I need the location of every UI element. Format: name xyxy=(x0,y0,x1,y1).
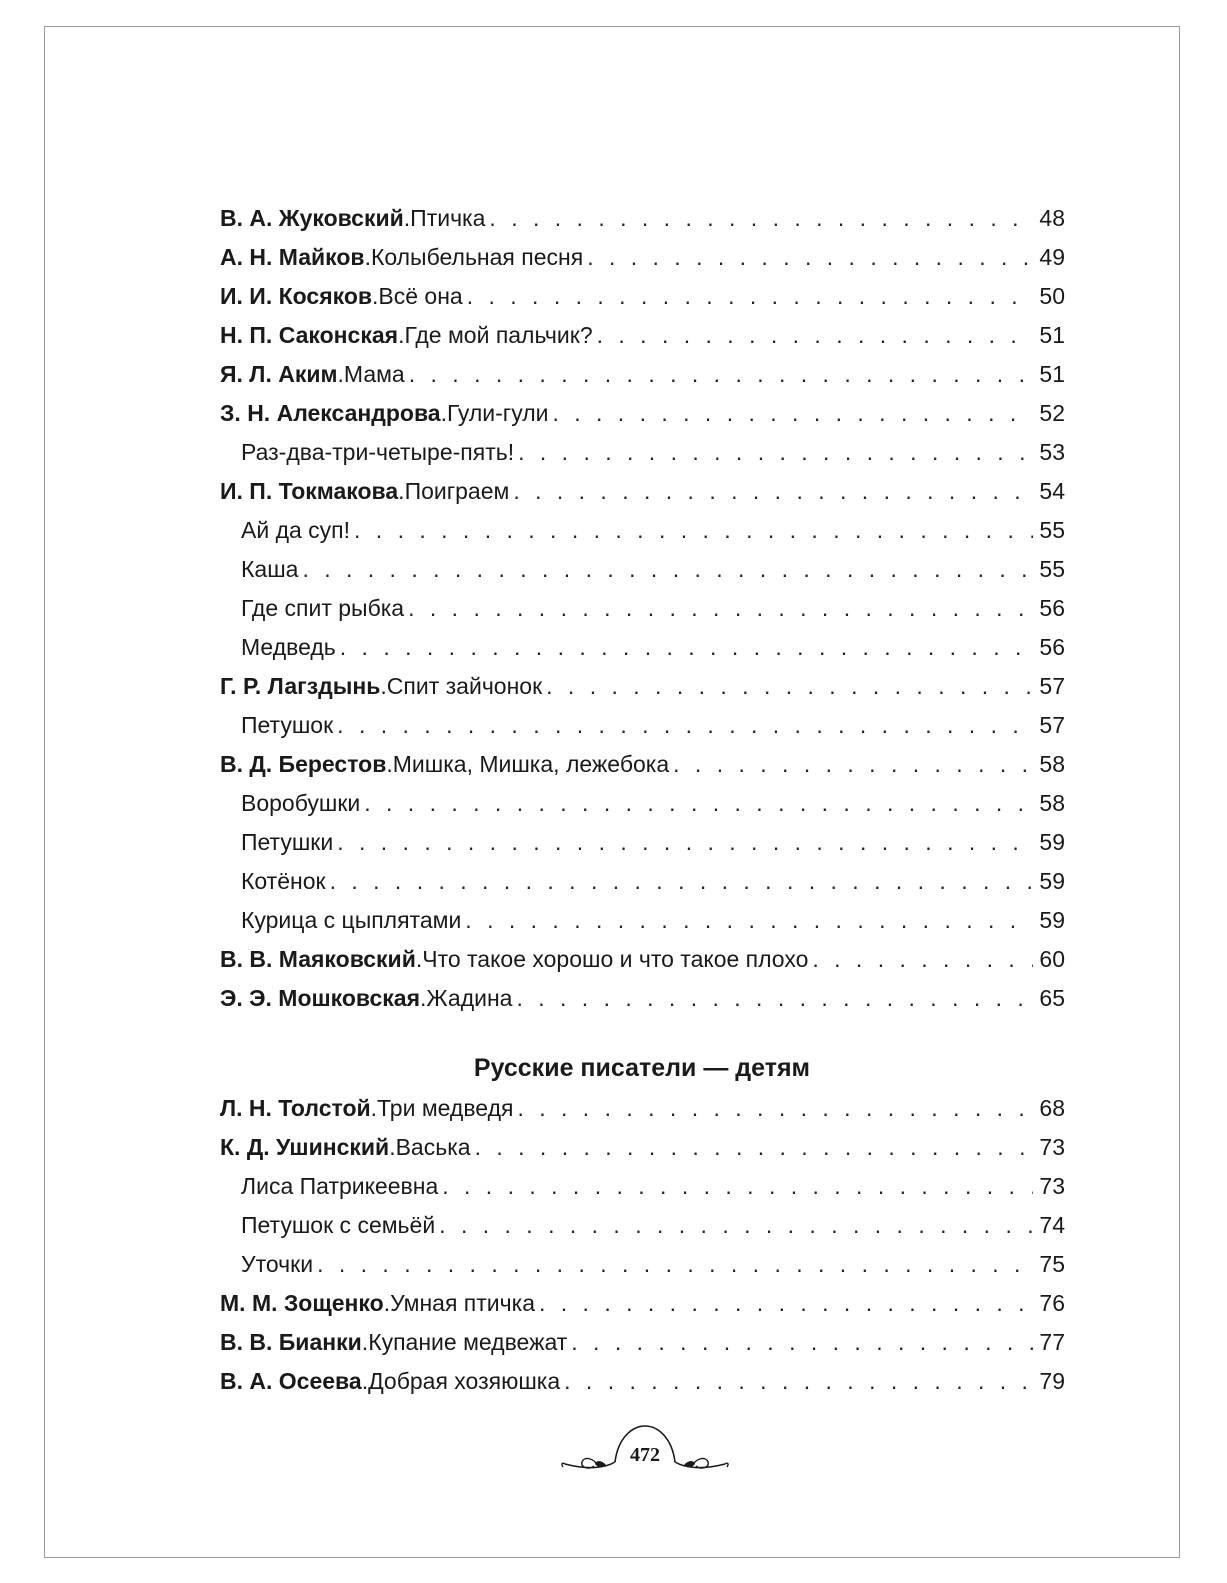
toc-leader-dots xyxy=(330,862,1034,901)
toc-leader-dots xyxy=(409,355,1034,394)
toc-separator: . xyxy=(361,1368,369,1394)
toc-leader-dots xyxy=(552,394,1033,433)
toc-page-number: 52 xyxy=(1039,400,1065,426)
toc-leader-dots xyxy=(571,1323,1033,1362)
toc-author: Л. Н. Толстой xyxy=(220,1095,371,1121)
toc-page-number: 79 xyxy=(1039,1368,1065,1394)
toc-page-number: 56 xyxy=(1039,634,1065,660)
toc-leader-dots xyxy=(513,472,1033,511)
toc-page-number: 57 xyxy=(1039,673,1065,699)
toc-author: В. Д. Берестов xyxy=(220,751,387,777)
toc-title: Гули-гули xyxy=(446,400,549,426)
toc-entry xyxy=(220,1362,1065,1401)
toc-entry xyxy=(220,940,1065,979)
toc-leader-dots xyxy=(489,199,1033,238)
toc-page-number: 55 xyxy=(1039,517,1065,543)
toc-entry xyxy=(220,706,1065,745)
toc-page-number: 73 xyxy=(1039,1173,1065,1199)
toc-author: В. В. Бианки xyxy=(220,1329,362,1355)
toc-entry xyxy=(220,511,1065,550)
toc-leader-dots xyxy=(597,316,1034,355)
toc-separator: . xyxy=(398,478,405,504)
toc-leader-dots xyxy=(364,784,1033,823)
toc-leader-dots xyxy=(442,1167,1033,1206)
toc-entry xyxy=(220,1245,1065,1284)
toc-leader-dots xyxy=(340,628,1034,667)
page-number-ornament xyxy=(560,1418,730,1488)
toc-page-number: 75 xyxy=(1039,1251,1065,1277)
toc-leader-dots xyxy=(467,277,1034,316)
toc-entry xyxy=(220,901,1065,940)
toc-leader-dots xyxy=(337,706,1033,745)
toc-entry xyxy=(220,862,1065,901)
toc-title: Где спит рыбка xyxy=(241,595,405,621)
toc-title: Петушок с семьёй xyxy=(241,1212,436,1238)
table-of-contents-top xyxy=(220,199,1065,1018)
toc-author: Г. Р. Лагздынь xyxy=(220,673,381,699)
toc-leader-dots xyxy=(465,901,1033,940)
toc-leader-dots xyxy=(673,745,1033,784)
toc-title: Медведь xyxy=(241,634,336,660)
toc-separator: . xyxy=(389,1134,396,1160)
toc-entry xyxy=(220,355,1065,394)
toc-author: И. П. Токмакова xyxy=(220,478,399,504)
toc-leader-dots xyxy=(408,589,1033,628)
toc-title: Что такое хорошо и что такое плохо xyxy=(422,946,809,972)
toc-entry xyxy=(220,316,1065,355)
toc-leader-dots xyxy=(518,433,1033,472)
toc-entry xyxy=(220,1206,1065,1245)
toc-leader-dots xyxy=(517,1089,1033,1128)
toc-author: Н. П. Саконская xyxy=(220,322,399,348)
toc-leader-dots xyxy=(337,823,1033,862)
toc-title: Воробушки xyxy=(241,790,361,816)
table-of-contents-bottom xyxy=(220,1089,1065,1401)
toc-title: Поиграем xyxy=(404,478,510,504)
toc-page-number: 51 xyxy=(1039,322,1065,348)
toc-page-number: 59 xyxy=(1039,907,1065,933)
toc-entry xyxy=(220,1128,1065,1167)
toc-separator: . xyxy=(415,946,423,972)
toc-page-number: 54 xyxy=(1039,478,1065,504)
toc-title: Жадина xyxy=(426,985,513,1011)
toc-author: Э. Э. Мошковская xyxy=(220,985,421,1011)
toc-entry xyxy=(220,628,1065,667)
toc-entry xyxy=(220,745,1065,784)
toc-leader-dots xyxy=(812,940,1033,979)
toc-page-number: 49 xyxy=(1039,244,1065,270)
toc-entry xyxy=(220,784,1065,823)
toc-page-number: 74 xyxy=(1039,1212,1065,1238)
toc-title: Васька xyxy=(395,1134,471,1160)
toc-leader-dots xyxy=(587,238,1033,277)
toc-page-number: 55 xyxy=(1039,556,1065,582)
toc-leader-dots xyxy=(539,1284,1033,1323)
toc-page-number: 76 xyxy=(1039,1290,1065,1316)
toc-title: Лиса Патрикеевна xyxy=(241,1173,439,1199)
toc-page-number: 60 xyxy=(1039,946,1065,972)
toc-title: Петушки xyxy=(241,829,334,855)
toc-title: Спит зайчонок xyxy=(386,673,543,699)
toc-entry xyxy=(220,472,1065,511)
toc-author: В. В. Маяковский xyxy=(220,946,416,972)
toc-page-number: 56 xyxy=(1039,595,1065,621)
toc-author: В. А. Осеева xyxy=(220,1368,362,1394)
toc-page-number: 59 xyxy=(1039,868,1065,894)
toc-page-number: 53 xyxy=(1039,439,1065,465)
toc-title: Добрая хозяюшка xyxy=(368,1368,561,1394)
toc-separator: . xyxy=(440,400,447,426)
toc-author: К. Д. Ушинский xyxy=(220,1134,390,1160)
toc-separator: . xyxy=(361,1329,369,1355)
toc-leader-dots xyxy=(317,1245,1033,1284)
toc-entry xyxy=(220,199,1065,238)
toc-separator: . xyxy=(420,985,427,1011)
toc-author: Я. Л. Аким xyxy=(220,361,338,387)
section-title: Русские писатели — детям xyxy=(473,1054,811,1082)
toc-title: Каша xyxy=(241,556,299,582)
toc-title: Котёнок xyxy=(241,868,326,894)
toc-separator: . xyxy=(380,673,387,699)
toc-author: В. А. Жуковский xyxy=(220,205,404,231)
toc-title: Мама xyxy=(343,361,405,387)
toc-separator: . xyxy=(370,1095,378,1121)
toc-entry xyxy=(220,433,1065,472)
toc-title: Умная птичка xyxy=(390,1290,535,1316)
toc-entry xyxy=(220,550,1065,589)
toc-title: Уточки xyxy=(241,1251,314,1277)
toc-title: Мишка, Мишка, лежебока xyxy=(392,751,670,777)
toc-title: Три медведя xyxy=(377,1095,514,1121)
toc-entry xyxy=(220,667,1065,706)
page-number: 472 xyxy=(630,1444,660,1466)
toc-page-number: 59 xyxy=(1039,829,1065,855)
toc-page-number: 65 xyxy=(1039,985,1065,1011)
toc-entry xyxy=(220,979,1065,1018)
toc-title: Ай да суп! xyxy=(241,517,351,543)
toc-separator: . xyxy=(398,322,405,348)
toc-entry xyxy=(220,277,1065,316)
toc-separator: . xyxy=(386,751,393,777)
toc-separator: . xyxy=(403,205,411,231)
toc-title: Петушок xyxy=(241,712,334,738)
toc-title: Колыбельная песня xyxy=(370,244,584,270)
toc-entry xyxy=(220,394,1065,433)
toc-entry xyxy=(220,1089,1065,1128)
toc-leader-dots xyxy=(546,667,1033,706)
toc-author: З. Н. Александрова xyxy=(220,400,441,426)
toc-leader-dots xyxy=(516,979,1033,1018)
toc-entry xyxy=(220,1284,1065,1323)
toc-author: М. М. Зощенко xyxy=(220,1290,384,1316)
toc-leader-dots xyxy=(564,1362,1033,1401)
toc-author: И. И. Косяков xyxy=(220,283,373,309)
toc-leader-dots xyxy=(475,1128,1034,1167)
toc-page-number: 57 xyxy=(1039,712,1065,738)
toc-page-number: 50 xyxy=(1039,283,1065,309)
toc-title: Птичка xyxy=(410,205,486,231)
toc-page-number: 48 xyxy=(1039,205,1065,231)
toc-page-number: 77 xyxy=(1039,1329,1065,1355)
toc-entry xyxy=(220,238,1065,277)
toc-page-number: 73 xyxy=(1039,1134,1065,1160)
toc-title: Курица с цыплятами xyxy=(241,907,462,933)
toc-page-number: 68 xyxy=(1039,1095,1065,1121)
toc-entry xyxy=(220,823,1065,862)
toc-leader-dots xyxy=(354,511,1033,550)
toc-entry xyxy=(220,589,1065,628)
toc-separator: . xyxy=(372,283,379,309)
toc-title: Раз-два-три-четыре-пять! xyxy=(241,439,515,465)
toc-separator: . xyxy=(337,361,344,387)
toc-author: А. Н. Майков xyxy=(220,244,365,270)
toc-page-number: 51 xyxy=(1039,361,1065,387)
toc-title: Всё она xyxy=(378,283,463,309)
toc-separator: . xyxy=(383,1290,391,1316)
toc-page-number: 58 xyxy=(1039,790,1065,816)
toc-entry xyxy=(220,1167,1065,1206)
toc-title: Купание медвежат xyxy=(368,1329,568,1355)
toc-title: Где мой пальчик? xyxy=(404,322,593,348)
toc-page-number: 58 xyxy=(1039,751,1065,777)
toc-entry xyxy=(220,1323,1065,1362)
toc-leader-dots xyxy=(439,1206,1033,1245)
toc-leader-dots xyxy=(302,550,1033,589)
toc-separator: . xyxy=(364,244,371,270)
